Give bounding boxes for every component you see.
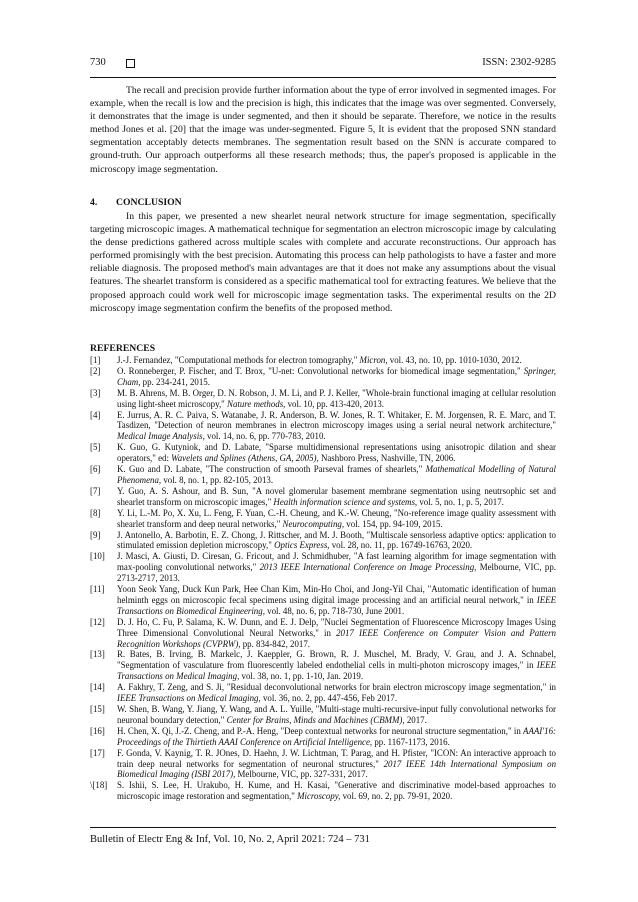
reference-number: [11]	[90, 584, 105, 595]
reference-item	[90, 388, 556, 410]
reference-text: Yoon Seok Yang, Duck Kun Park, Hee Chan Kim, Min-Ho Choi, and Jong-Yil Chai, "Automatic identification of human helminth eggs on microscopic fecal specimens using digital image processing and an artificial neural network," in	[117, 584, 556, 605]
footer-rule	[90, 827, 556, 828]
reference-details: vol. 5, no. 1, p. 5, 2017.	[417, 496, 504, 507]
reference-item	[90, 682, 556, 704]
reference-details: , pp. 834-842, 2017.	[238, 638, 311, 649]
reference-number: [8]	[90, 507, 101, 518]
reference-details: , Melbourne, VIC, pp. 2713-2717, 2013.	[117, 562, 556, 584]
results-paragraph: The recall and precision provide further information about the type of error involved in segmented images. For example, when the recall is low and the precision is high, this indicates that the image was over segmented. Conversely, it demonstrates that the image is under segmented, and then it should be separate. Therefore, we notice in the results method Jones et al. [20] that the image was under-segmented. Figure 5, It is evident that the proposed SNN standard segmentation acceptably detects membranes. The segmentation result based on the SNN is accurate compared to ground-truth. Our approach outperforms all these research methods; thus, the paper's proposed is applicable in the microscopy image segmentation.	[90, 85, 556, 175]
reference-text: O. Ronneberger, P. Fischer, and T. Brox, "U-net: Convolutional networks for biomedical image segmentation,"	[117, 365, 524, 376]
reference-item	[90, 355, 556, 366]
reference-details: vol. 10, pp. 413-420, 2013.	[285, 398, 384, 409]
reference-number: [3]	[90, 387, 101, 398]
reference-number: \[18]	[90, 780, 108, 791]
reference-text: A. Fakhry, T. Zeng, and S. Ji, "Residual deconvolutional networks for brain electron microscopy image segmentation," in	[117, 682, 556, 693]
reference-number: [10]	[90, 551, 105, 562]
reference-number: [1]	[90, 355, 101, 365]
reference-text: D. J. Ho, C. Fu, P. Salama, K. W. Dunn, and E. J. Delp, "Nuclei Segmentation of Fluorescence Microscopy Images Using Three Dimensional Convolutional Neural Networks," in	[117, 616, 556, 638]
reference-details: , 2017.	[402, 714, 427, 725]
reference-number: [15]	[90, 704, 105, 714]
reference-venue: Nature methods,	[227, 398, 286, 409]
references-heading: REFERENCES	[90, 343, 156, 354]
reference-text: J.-J. Fernandez, "Computational methods for electron tomography,"	[117, 355, 360, 365]
reference-venue: Center for Brains, Minds and Machines (CBMM)	[226, 714, 403, 725]
reference-number: [5]	[90, 442, 101, 453]
reference-number: [7]	[90, 485, 101, 496]
reference-venue: Micron,	[359, 355, 388, 365]
reference-details: pp. 1167-1173, 2016.	[372, 736, 450, 747]
reference-text: J. Antonello, A. Barbotin, E. Z. Chong, J. Rittscher, and M. J. Booth, "Multiscale sensorless adaptive optics: application to stimulated emission depletion microscopy,"	[117, 529, 556, 551]
reference-text: F. Gonda, V. Kaynig, T. R. JOnes, D. Haehn, J. W. Lichtman, T. Parag, and H. Pfister, "ICON: An interactive approach to train deep neural networks for segmentation of neuronal structures,"	[117, 747, 556, 769]
reference-text: S. Ishii, S. Lee, H. Urakubo, H. Kume, and H. Kasai, "Generative and discriminative model-based approaches to microscopic image restoration and segmentation,"	[117, 780, 556, 802]
reference-venue: Mathematical Modelling of Natural Phenomena,	[117, 464, 556, 485]
reference-text: M. B. Ahrens, M. B. Orger, D. N. Robson, J. M. Li, and P. J. Keller, "Whole-brain functional imaging at cellular resolution using light-sheet microscopy,"	[117, 387, 556, 409]
reference-item	[90, 726, 556, 748]
reference-venue: IEEE Transactions on Medical Imaging	[117, 693, 259, 704]
reference-number: [12]	[90, 616, 105, 627]
reference-details: , vol. 36, no. 2, pp. 447-456, Feb 2017.	[258, 693, 398, 704]
reference-number: [16]	[90, 725, 105, 736]
checkbox-icon	[126, 59, 135, 68]
conclusion-paragraph: In this paper, we presented a new shearlet neural network structure for image segmentation, specifically targeting microscopic images. A mathematical technique for segmentation an electron microscopic image by calculating the dense predictions gathered across multiple scales with complete and accurate reconstructions. Our approach has performed promisingly with the best precision. Automating this process can help pathologists to have a faster and more reliable diagnosis. The proposed method's main advantages are that it does not make any assumptions about the visual features. The shearlet transform is considered as a specific mathematical tool for extracting features. We believe that the proposed approach could work well for microscopic image segmentation tasks. The experimental results on the 2D microscopy image segmentation confirm the benefits of the proposed method.	[90, 211, 556, 314]
reference-list	[90, 355, 556, 802]
reference-item	[90, 486, 556, 508]
reference-item	[90, 410, 556, 443]
reference-number: [14]	[90, 682, 105, 693]
reference-number: [9]	[90, 529, 101, 540]
reference-text: K. Guo, G. Kutyniok, and D. Labate, "Sparse multidimensional representations using anisotropic dilation and shear operators," ed:	[117, 442, 556, 464]
reference-text: W. Shen, B. Wang, Y. Jiang, Y. Wang, and A. L. Yuille, "Multi-stage multi-recursive-input fully convolutional networks for neuronal boundary detection,"	[117, 704, 556, 725]
reference-number: [13]	[90, 649, 105, 660]
reference-item	[90, 508, 556, 530]
reference-text: R. Bates, B. Irving, B. Markelc, J. Kaeppler, G. Brown, R. J. Muschel, M. Brady, V. Grau, and J. A. Schnabel, "Segmentation of vasculature from fluorescently labeled endothelial cells in multi-photon microscopy images," in	[117, 649, 556, 671]
reference-item	[90, 530, 556, 552]
header-rule	[90, 77, 556, 78]
reference-item	[90, 617, 556, 650]
reference-number: [6]	[90, 464, 101, 475]
reference-item	[90, 780, 556, 802]
reference-item	[90, 649, 556, 682]
reference-text: K. Guo and D. Labate, "The construction of smooth Parseval frames of shearlets,"	[117, 464, 426, 475]
reference-item	[90, 748, 556, 781]
reference-venue: IEEE Transactions on Biomedical Engineering	[117, 594, 556, 616]
reference-text: H. Chen, X. Qi, J.-Z. Cheng, and P.-A. Heng, "Deep contextual networks for neuronal structure segmentation," in	[117, 725, 524, 736]
reference-venue: IEEE Transactions on Medical Imaging	[117, 660, 556, 682]
reference-details: , vol. 48, no. 6, pp. 718-730, June 2001.	[262, 605, 405, 616]
section-title: CONCLUSION	[116, 197, 182, 208]
reference-venue: Medical Image Analysis,	[117, 431, 205, 442]
reference-details: vol. 14, no. 6, pp. 770-783, 2010.	[204, 431, 326, 442]
section-heading	[90, 197, 182, 208]
reference-details: , vol. 38, no. 1, pp. 1-10, Jan. 2019.	[237, 671, 364, 682]
reference-details: , Melbourne, VIC, pp. 327-331, 2017.	[233, 769, 368, 780]
reference-venue: 2017 IEEE Conference on Computer Vision and Pattern Recognition Workshops (CVPRW)	[117, 627, 556, 649]
section-number: 4.	[90, 197, 98, 208]
reference-item	[90, 464, 556, 486]
reference-venue: 2017 IEEE 14th International Symposium on Biomedical Imaging (ISBI 2017)	[117, 758, 557, 780]
reference-text: J. Masci, A. Giusti, D. Ciresan, G. Fricout, and J. Schmidhuber, "A fast learning algorithm for image segmentation with max-pooling convolutional networks,"	[117, 551, 556, 573]
reference-venue: Microscopy,	[297, 791, 341, 802]
issn-label: ISSN: 2302-9285	[482, 57, 556, 68]
reference-item	[90, 551, 556, 584]
reference-text: Y. Li, L.-M. Po, X. Xu, L. Feng, F. Yuan, C.-H. Cheung, and K.-W. Cheung, "No-reference image quality assessment with shearlet transform and deep neural networks,"	[117, 507, 556, 529]
reference-details: vol. 43, no. 10, pp. 1010-1030, 2012.	[387, 355, 522, 365]
reference-details: vol. 154, pp. 94-109, 2015.	[344, 518, 443, 529]
reference-item	[90, 442, 556, 464]
reference-details: , Nashboro Press, Nashville, TN, 2006.	[316, 453, 456, 464]
reference-number: [2]	[90, 365, 101, 376]
reference-number: [4]	[90, 409, 101, 420]
page-number: 730	[90, 57, 106, 68]
reference-text: E. Jurrus, A. R. C. Paiva, S. Watanabe, J. R. Anderson, B. W. Jones, R. T. Whitaker, E. M. Jorgensen, R. E. Marc, and T. Tasdizen, "Detection of neuron membranes in electron microscopy images using a serial neural network architecture,"	[117, 409, 556, 431]
reference-item	[90, 704, 556, 726]
reference-details: vol. 69, no. 2, pp. 79-91, 2020.	[340, 791, 453, 802]
reference-text: Y. Guo, A. S. Ashour, and B. Sun, "A novel glomerular basement membrane segmentation using neutrsophic set and shearlet transform on microscopic images,"	[117, 485, 556, 507]
reference-venue: Springer, Cham,	[117, 365, 556, 387]
reference-item	[90, 584, 556, 617]
reference-venue: Health information science and systems,	[273, 496, 418, 507]
page-footer: Bulletin of Electr Eng & Inf, Vol. 10, No. 2, April 2021: 724 – 731	[90, 834, 370, 845]
reference-venue: 2013 IEEE International Conference on Image Processing	[259, 562, 475, 573]
reference-venue: Neurocomputing,	[282, 518, 345, 529]
reference-item	[90, 366, 556, 388]
page-header	[90, 57, 556, 75]
reference-details: vol. 28, no. 11, pp. 16749-16763, 2020.	[329, 540, 473, 551]
reference-number: [17]	[90, 747, 105, 758]
reference-venue: Wavelets and Splines (Athens, GA, 2005)	[171, 453, 317, 464]
reference-venue: AAAI'16: Proceedings of the Thirtieth AAAI Conference on Artificial Intelligence,	[117, 725, 556, 747]
reference-details: vol. 8, no. 1, pp. 82-105, 2013.	[161, 474, 274, 485]
reference-venue: Optics Express,	[274, 540, 330, 551]
reference-details: pp. 234-241, 2015.	[140, 376, 210, 387]
